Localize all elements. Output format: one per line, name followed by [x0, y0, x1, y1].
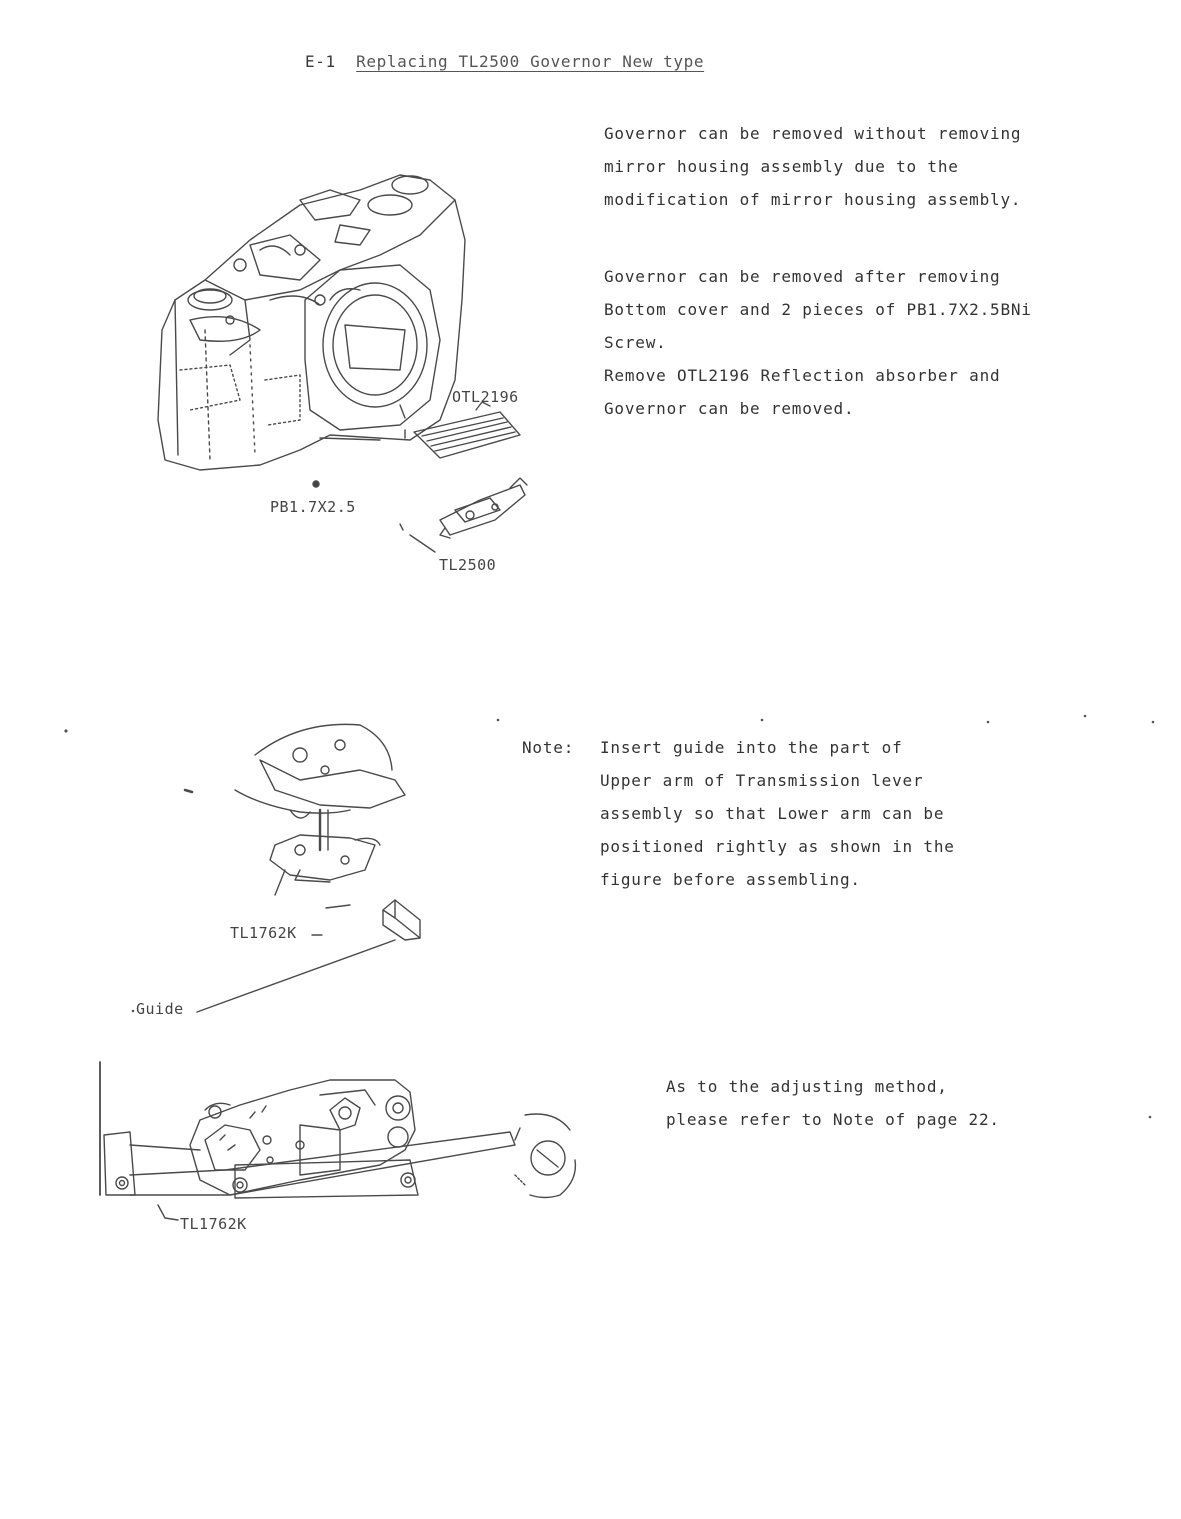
label-tl1762k-lower: TL1762K	[180, 1215, 247, 1233]
transmission-lever-illustration	[185, 724, 405, 908]
guide-illustration	[383, 900, 420, 940]
label-pb-screw: PB1.7X2.5	[270, 498, 356, 516]
text-line: Insert guide into the part of	[600, 738, 903, 757]
note-label: Note:	[522, 738, 575, 757]
text-line: Upper arm of Transmission lever	[600, 771, 924, 790]
stray-marks	[64, 715, 1154, 1119]
camera-body-illustration	[158, 175, 465, 487]
text-line: Governor can be removed without removing	[604, 124, 1022, 143]
text-line: please refer to Note of page 22.	[666, 1110, 1000, 1129]
text-line: Bottom cover and 2 pieces of PB1.7X2.5BNi	[604, 300, 1032, 319]
text-line: figure before assembling.	[600, 870, 861, 889]
text-line: As to the adjusting method,	[666, 1077, 948, 1096]
text-line: assembly so that Lower arm can be	[600, 804, 945, 823]
text-line: mirror housing assembly due to the	[604, 157, 959, 176]
label-tl1762k-upper: TL1762K	[230, 924, 297, 942]
governor-illustration	[440, 478, 527, 538]
text-line: Screw.	[604, 333, 667, 352]
section-heading: Replacing TL2500 Governor New type	[356, 52, 705, 71]
text-line: Governor can be removed.	[604, 399, 855, 418]
text-line: Remove OTL2196 Reflection absorber and	[604, 366, 1001, 385]
text-line: Governor can be removed after removing	[604, 267, 1001, 286]
label-tl2500: TL2500	[439, 556, 497, 574]
label-otl2196: OTL2196	[452, 388, 519, 406]
reflection-absorber-illustration	[414, 402, 520, 458]
text-line: positioned rightly as shown in the	[600, 837, 955, 856]
lever-linkage-illustration	[100, 1062, 575, 1198]
section-number: E-1	[305, 52, 336, 71]
text-line: modification of mirror housing assembly.	[604, 190, 1022, 209]
label-guide: Guide	[136, 1000, 184, 1018]
